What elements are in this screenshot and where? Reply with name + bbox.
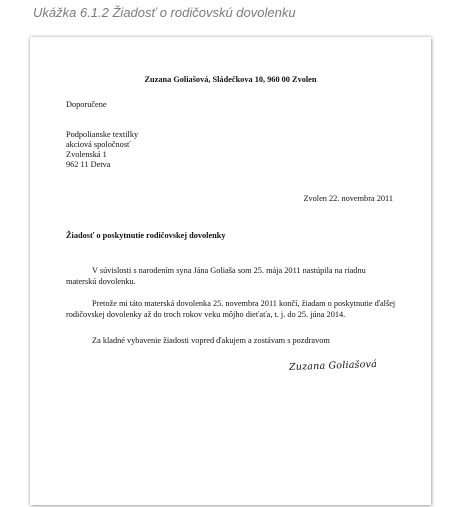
sender-address: Zuzana Goliašová, Sládečkova 10, 960 00 Zvolen: [144, 75, 317, 84]
letter-paragraph: V súvislosti s narodením syna Jána Goliaša som 25. mája 2011 nastúpila na riadnu materskú dovolenku.: [66, 266, 366, 286]
recipient-line: Podpolianske textilky: [66, 130, 139, 139]
place-and-date: Zvolen 22. novembra 2011: [303, 194, 393, 203]
letter-paragraph: Za kladné vybavenie žiadosti vopred ďakujem a zostávam s pozdravom: [92, 336, 330, 345]
figure-caption: Ukážka 6.1.2 Žiadosť o rodičovskú dovolenku: [33, 5, 296, 20]
recipient-line: akciová spoločnosť: [66, 140, 131, 149]
letter-paragraph: Pretože mi táto materská dovolenka 25. novembra 2011 končí, žiadam o poskytnutie ďalšej rodičovskej dovolenky až do troch rokov veku môjho dieťaťa, t. j. do 25. júna 2014.: [66, 299, 396, 319]
delivery-note: Doporučene: [66, 100, 107, 109]
letter-subject: Žiadosť o poskytnutie rodičovskej dovolenky: [66, 231, 226, 240]
handwritten-signature: Zuzana Goliašová: [288, 358, 378, 373]
recipient-line: Zvolenská 1: [66, 150, 107, 159]
recipient-line: 962 11 Detva: [66, 160, 111, 169]
letter-page: [30, 37, 431, 505]
